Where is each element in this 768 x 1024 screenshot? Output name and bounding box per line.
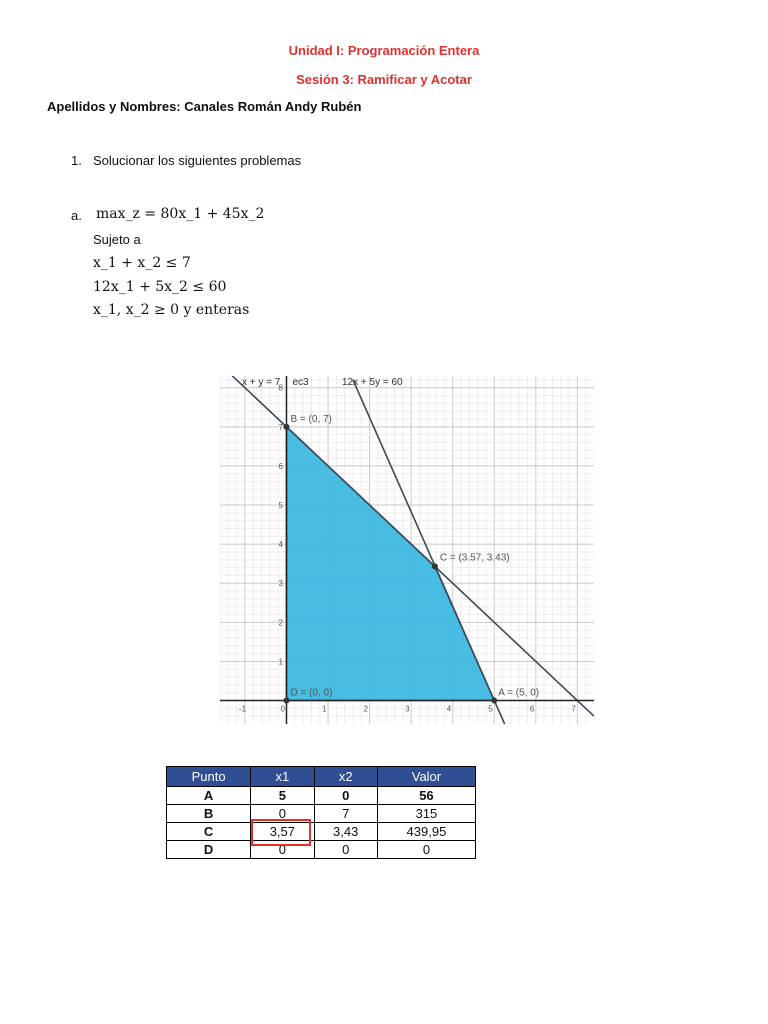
vertex-point [491,698,497,704]
x1-cell: 0 [251,805,314,823]
table-row [167,841,476,859]
y-tick-label: 5 [278,501,283,511]
value-cell: 0 [377,841,475,859]
objective-function: max_z = 80x_1 + 45x_2 [96,206,265,222]
x2-cell: 0 [314,787,377,805]
table-row [167,823,476,841]
point-cell: D [167,841,251,859]
y-tick-label: 7 [278,422,283,432]
x1-cell: 3,57 [251,823,314,841]
vertex-label: A = (5, 0) [498,687,540,699]
line-label-1: x + y = 7 [242,377,281,388]
vertex-point [432,563,438,569]
x2-cell: 0 [314,841,377,859]
y-tick-label: 6 [278,461,283,471]
results-table [166,766,476,859]
y-tick-label: 1 [278,657,283,667]
y-tick-label: 8 [278,383,283,393]
point-cell: C [167,823,251,841]
x1-cell: 5 [251,787,314,805]
table-row [167,805,476,823]
highlight-box [251,819,311,846]
value-cell: 439,95 [377,823,475,841]
line-label-2: 12x + 5y = 60 [342,377,403,388]
session-title: Sesión 3: Ramificar y Acotar [296,72,472,87]
header-cell: x2 [314,767,377,787]
feasible-region [286,427,494,701]
constraint-2: 12x_1 + 5x_2 ≤ 60 [93,279,227,295]
x-tick-label: 4 [446,704,452,714]
header-cell: Punto [167,767,251,787]
task-number: 1. [71,153,82,168]
point-cell: B [167,805,251,823]
x-tick-label: 2 [363,704,369,714]
unit-title: Unidad I: Programación Entera [288,43,480,58]
header-cell: Valor [377,767,475,787]
x1-cell: 0 [251,841,314,859]
value-cell: 56 [377,787,475,805]
x2-cell: 3,43 [314,823,377,841]
x-tick-label: 5 [488,704,493,714]
x-tick-label: 6 [529,704,535,714]
y-tick-label: 2 [278,618,283,628]
header-cell: x1 [251,767,314,787]
table-header-row [167,767,476,787]
point-cell: A [167,787,251,805]
vertex-point [283,698,289,704]
vertex-point [283,424,289,430]
table-row [167,787,476,805]
x-tick-label: 3 [405,704,410,714]
vertex-label: D = (0, 0) [290,687,333,699]
y-tick-label: 4 [278,540,283,550]
student-name: Apellidos y Nombres: Canales Román Andy Rubén [47,99,362,114]
x-tick-label: 0 [280,704,285,714]
constraint-1: x_1 + x_2 ≤ 7 [93,255,191,271]
problem-letter: a. [71,208,82,223]
task-text: Solucionar los siguientes problemas [93,153,302,168]
subject-to-label: Sujeto a [93,232,141,247]
ec3-label: ec3 [292,377,309,388]
x-tick-label: -1 [238,704,247,714]
y-tick-label: 3 [278,579,283,589]
x-tick-label: 7 [571,704,576,714]
feasible-region-chart [220,376,594,724]
x2-cell: 7 [314,805,377,823]
x-tick-label: 1 [322,704,327,714]
value-cell: 315 [377,805,475,823]
constraint-3: x_1, x_2 ≥ 0 y enteras [93,302,250,318]
vertex-label: B = (0, 7) [290,413,332,425]
vertex-label: C = (3.57, 3.43) [439,552,510,564]
